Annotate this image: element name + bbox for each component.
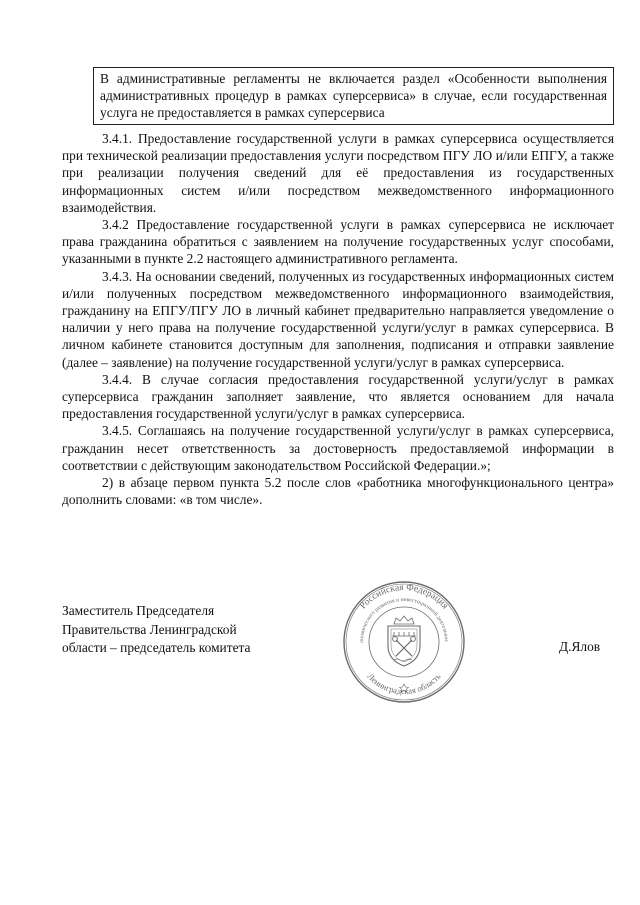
paragraph-3-4-5: 3.4.5. Соглашаясь на получение государственной услуги/услуг в рамках суперсервиса, гражданин несет ответственность за достоверность предоставляемой информации в соответствии с действующим законодательством Российской Федерации.»; (62, 423, 614, 473)
seal-inner-text: ономического развития и инвестиционной деятельнос (358, 596, 450, 643)
paragraph-3-4-1: 3.4.1. Предоставление государственной услуги в рамках суперсервиса осуществляется при технической реализации предоставления услуги посредством ПГУ ЛО и/или ЕПГУ, а также при реализации получения сведений для её предоставления из государственных информационных систем и/или посредством межведомственного информационного взаимодействия. (62, 131, 614, 215)
paragraph-3-4-3: 3.4.3. На основании сведений, полученных из государственных информационных систем и/или полученных посредством межведомственного информационного взаимодействия, гражданину на ЕПГУ/ПГУ ЛО в личный кабинет предварительно направляется уведомление о наличии у него права на получение государственной услуги/услуг в рамках суперсервиса. В личном кабинете становится доступным для заполнения, подписания и отправки заявление (далее – заявление) на получение государственной услуги/услуг в рамках суперсервиса. (62, 268, 614, 370)
paragraph-amendment-2: 2) в абзаце первом пункта 5.2 после слов «работника многофункционального центра» дополнить словами: «в том числе». (62, 475, 614, 508)
signatory-title-line: Правительства Ленинградской (62, 621, 237, 637)
seal-bottom-text: Ленинградская область (365, 671, 443, 697)
paragraph-3-4-4: 3.4.4. В случае согласия предоставления государственной услуги/услуг в рамках суперсервиса гражданин заполняет заявление, что является основанием для начала предоставления государственной услуги/услуг в рамках суперсервиса. (62, 371, 614, 422)
document-body (62, 130, 614, 508)
signatory-title-line: области – председатель комитета (62, 640, 251, 655)
paragraph-3-4-2: 3.4.2 Предоставление государственной услуги в рамках суперсервиса не исключает права гражданина обратиться с заявлением на получение государственных услуг способами, указанными в пункте 2.2 настоящего административного регламента. (62, 217, 614, 267)
notice-box (93, 67, 614, 125)
official-seal-icon (342, 580, 466, 704)
notice-box-text: В административные регламенты не включается раздел «Особенности выполнения административных процедур в рамках суперсервиса» в случае, если государственная услуга не предоставляется в рамках суперсервиса (100, 71, 607, 120)
signatory-name: Д.Ялов (559, 639, 601, 654)
signatory-title-line: Заместитель Председателя (62, 603, 215, 618)
seal-outer-text: Российская Федерация (358, 582, 450, 612)
signatory-title (62, 602, 250, 658)
